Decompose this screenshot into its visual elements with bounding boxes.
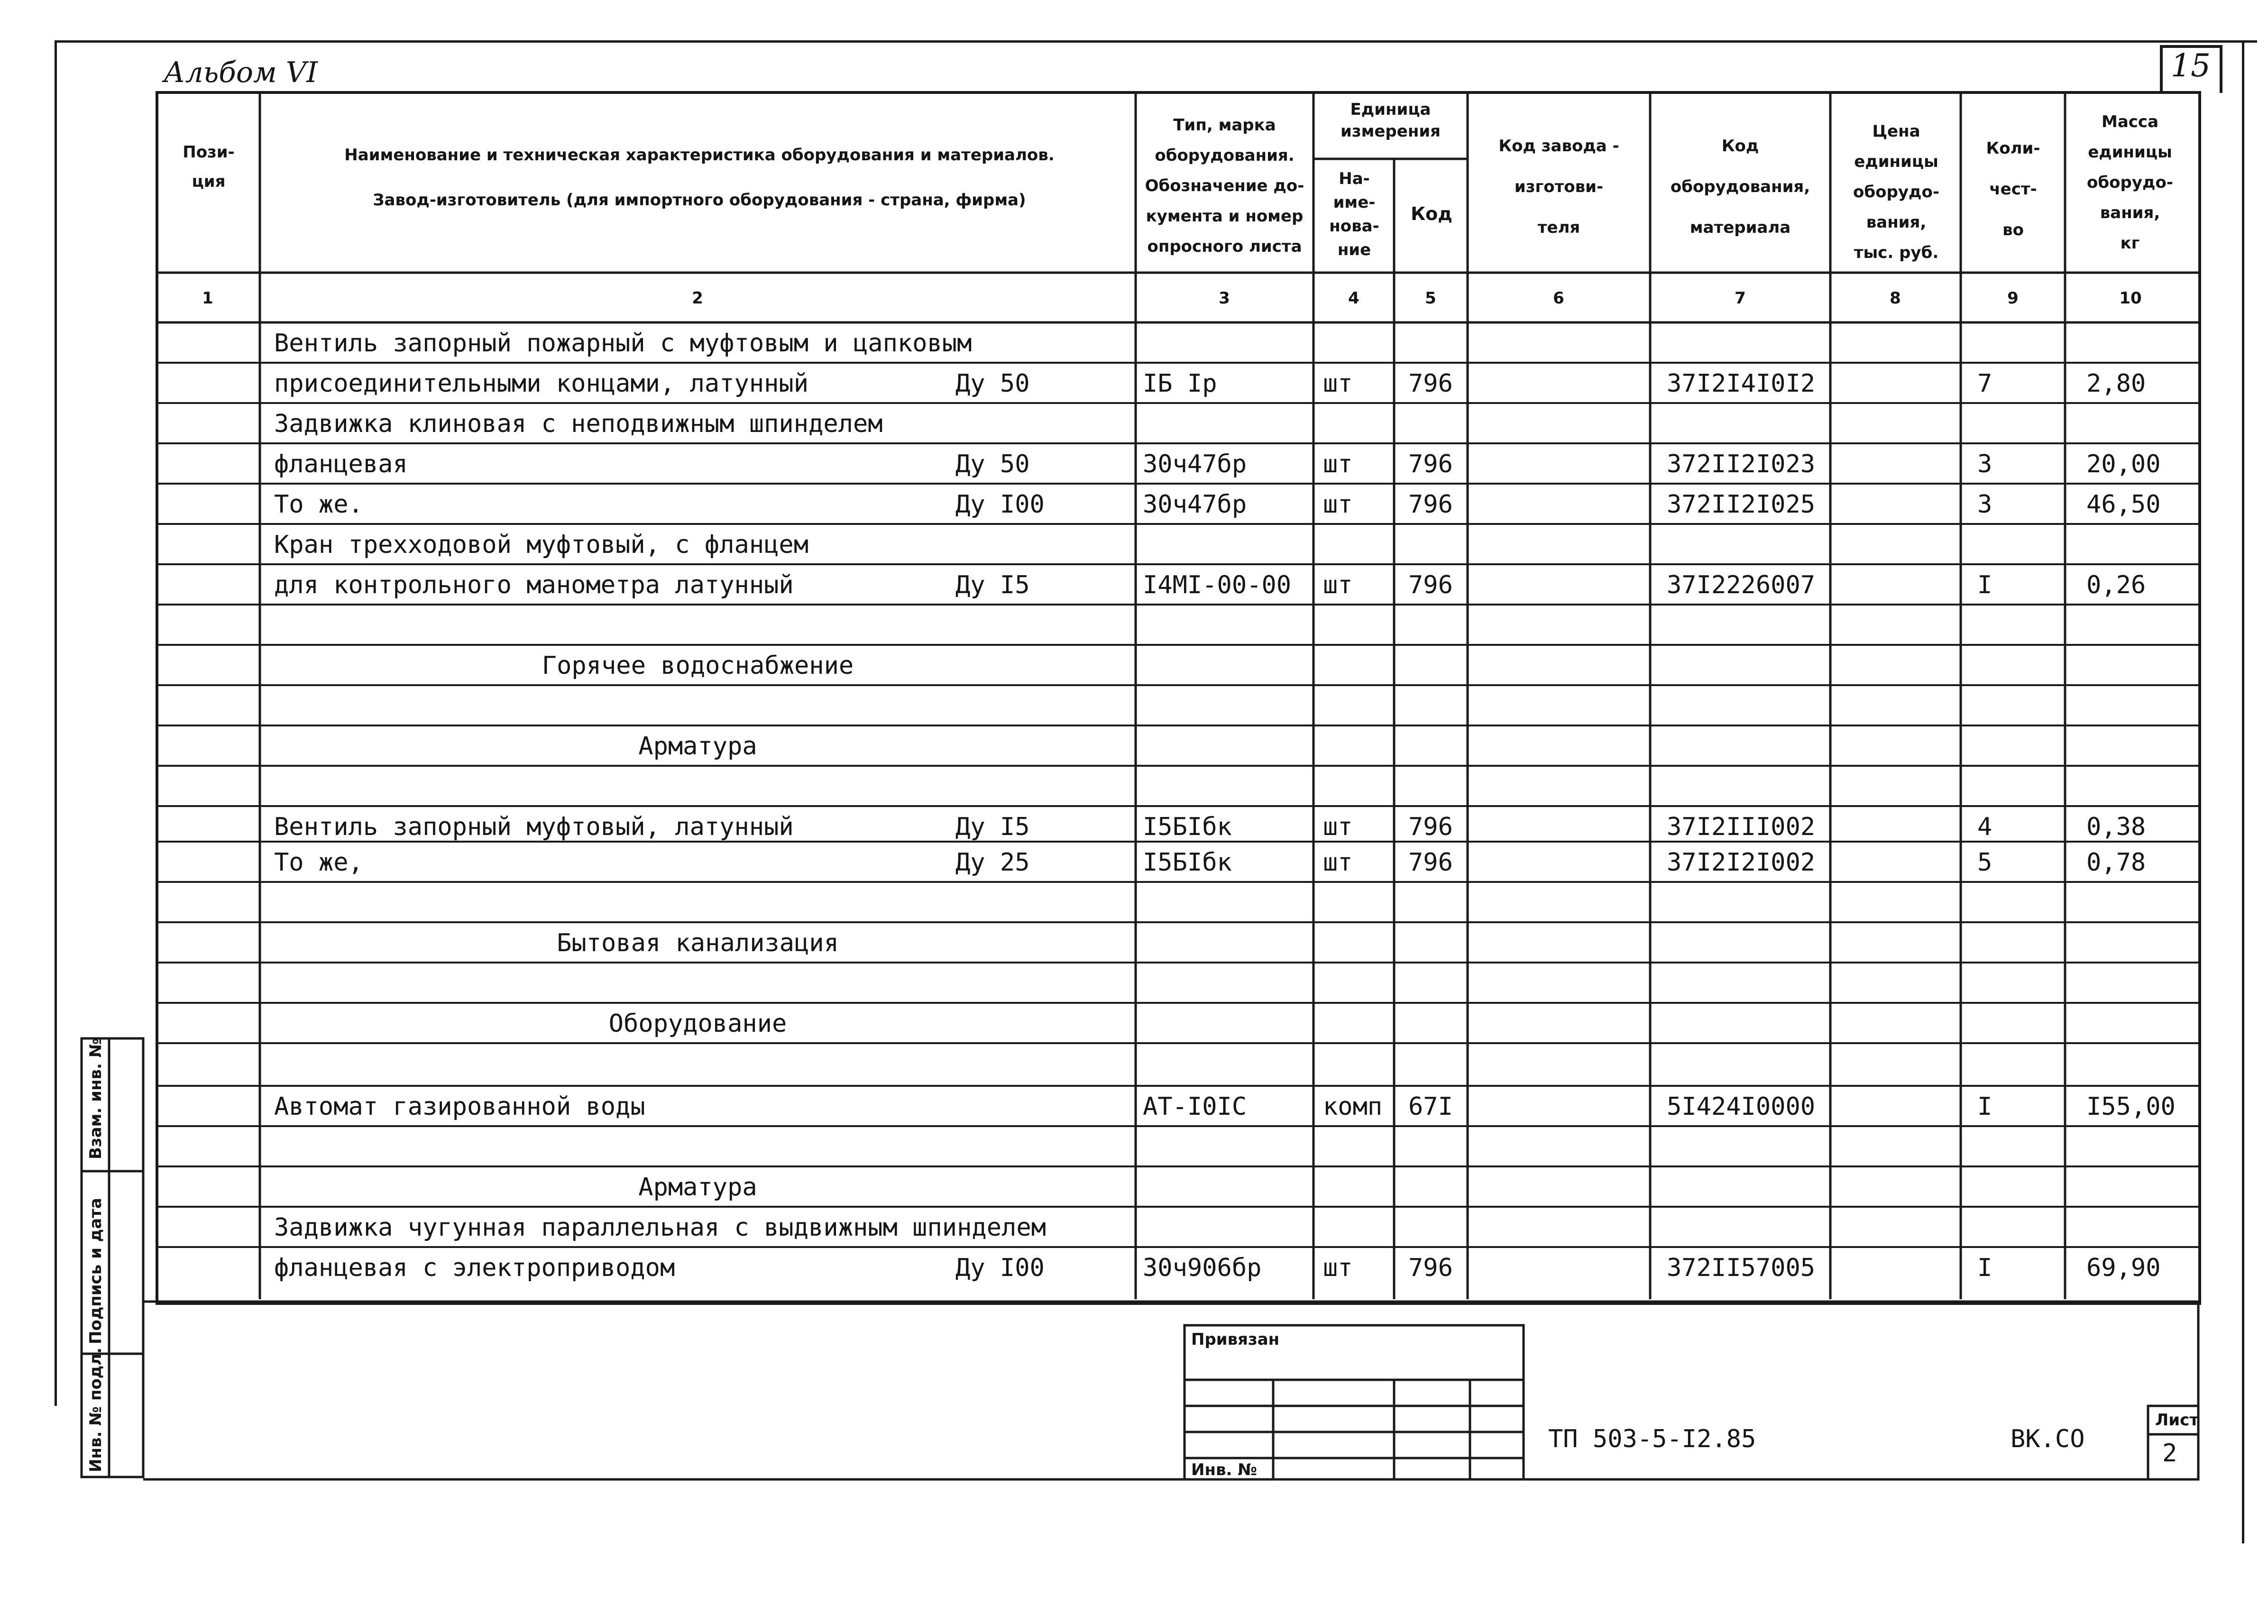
column-number: 8 bbox=[1890, 289, 1901, 308]
item-name: Задвижка чугунная параллельная с выдвижным шпинделем bbox=[274, 1213, 1046, 1242]
column-number: 3 bbox=[1219, 289, 1230, 308]
section-heading: Арматура bbox=[638, 732, 757, 761]
stamp-inv-no: Инв. № bbox=[1191, 1460, 1258, 1479]
item-mass: 20,00 bbox=[2086, 450, 2161, 478]
item-mass: 46,50 bbox=[2086, 490, 2161, 519]
item-name: То же. bbox=[274, 490, 363, 519]
item-unit: шт bbox=[1323, 490, 1353, 519]
col-header-mass: Масса единицы оборудо- вания, кг bbox=[2087, 112, 2173, 253]
column-number: 6 bbox=[1553, 289, 1564, 308]
item-unit-code: 796 bbox=[1408, 571, 1453, 599]
item-name: фланцевая с электроприводом bbox=[274, 1254, 675, 1282]
item-mass: 0,26 bbox=[2086, 571, 2146, 599]
item-eq-code: 372II2I023 bbox=[1667, 450, 1816, 478]
item-name: Вентиль запорный пожарный с муфтовым и цапковым bbox=[274, 329, 972, 358]
item-unit: шт bbox=[1323, 1254, 1353, 1282]
sheet-corner-number: 15 bbox=[2171, 47, 2211, 84]
item-name: То же, bbox=[274, 848, 363, 877]
item-type: I5БIбк bbox=[1143, 848, 1232, 877]
doc-code: ТП 503-5-I2.85 bbox=[1548, 1425, 1756, 1453]
item-du: Ду 50 bbox=[955, 369, 1030, 398]
item-type: АТ-I0IС bbox=[1143, 1092, 1247, 1121]
column-number: 7 bbox=[1735, 289, 1746, 308]
side-label-vzam: Взам. инв. № bbox=[86, 1038, 105, 1159]
item-unit: шт bbox=[1323, 450, 1353, 478]
column-number: 9 bbox=[2007, 289, 2019, 308]
item-eq-code: 372II2I025 bbox=[1667, 490, 1816, 519]
item-du: Ду I5 bbox=[955, 813, 1030, 841]
item-qty: 7 bbox=[1977, 369, 1993, 398]
sheet-label: Лист bbox=[2155, 1411, 2199, 1430]
item-type: 30ч906бр bbox=[1143, 1254, 1262, 1282]
column-number: 1 bbox=[202, 289, 213, 308]
col-header-factory: Код завода - изготови- теля bbox=[1498, 137, 1619, 237]
item-du: Ду I00 bbox=[955, 1254, 1045, 1282]
item-unit: шт bbox=[1323, 848, 1353, 877]
item-unit-code: 67I bbox=[1408, 1092, 1453, 1121]
item-unit-code: 796 bbox=[1408, 369, 1453, 398]
item-unit: шт bbox=[1323, 369, 1353, 398]
section-heading: Бытовая канализация bbox=[557, 929, 839, 957]
item-unit-code: 796 bbox=[1408, 848, 1453, 877]
col-header-name: Наименование и техническая характеристика оборудования и материалов. Завод-изготовитель (для импортного оборудования - страна, фирма) bbox=[344, 146, 1055, 210]
item-mass: 0,38 bbox=[2086, 813, 2146, 841]
item-mass: 0,78 bbox=[2086, 848, 2146, 877]
item-unit-code: 796 bbox=[1408, 1254, 1453, 1282]
section-heading: Горячее водоснабжение bbox=[542, 651, 854, 680]
item-type: I5БIбк bbox=[1143, 813, 1232, 841]
col-header-qty: Коли- чест- во bbox=[1986, 139, 2040, 239]
item-name: Автомат газированной воды bbox=[274, 1092, 645, 1121]
item-unit-code: 796 bbox=[1408, 450, 1453, 478]
item-unit-code: 796 bbox=[1408, 813, 1453, 841]
item-qty: 5 bbox=[1977, 848, 1993, 877]
item-name: присоединительными концами, латунный bbox=[274, 369, 809, 398]
item-mass: I55,00 bbox=[2086, 1092, 2176, 1121]
column-number: 5 bbox=[1425, 289, 1436, 308]
col-header-unit-code: Код bbox=[1411, 203, 1452, 224]
item-eq-code: 37I2III002 bbox=[1667, 813, 1816, 841]
item-du: Ду 25 bbox=[955, 848, 1030, 877]
item-qty: 4 bbox=[1977, 813, 1993, 841]
item-eq-code: 37I2I4I0I2 bbox=[1667, 369, 1816, 398]
col-header-unit-group: Единица измерения bbox=[1341, 100, 1441, 141]
doc-mark: ВК.СО bbox=[2011, 1425, 2085, 1453]
item-du: Ду I00 bbox=[955, 490, 1045, 519]
item-name: Задвижка клиновая с неподвижным шпинделем bbox=[274, 410, 883, 438]
item-name: Вентиль запорный муфтовый, латунный bbox=[274, 813, 794, 841]
item-eq-code: 37I2I2I002 bbox=[1667, 848, 1816, 877]
item-eq-code: 5I424I0000 bbox=[1667, 1092, 1816, 1121]
item-type: I4МI-00-00 bbox=[1143, 571, 1292, 599]
item-name: для контрольного манометра латунный bbox=[274, 571, 794, 599]
item-name: Кран трехходовой муфтовый, с фланцем bbox=[274, 531, 809, 559]
item-type: IБ Iр bbox=[1143, 369, 1217, 398]
item-qty: 3 bbox=[1977, 450, 1993, 478]
item-mass: 69,90 bbox=[2086, 1254, 2161, 1282]
item-du: Ду I5 bbox=[955, 571, 1030, 599]
section-heading: Оборудование bbox=[608, 1009, 787, 1038]
item-type: 30ч47бр bbox=[1143, 490, 1247, 519]
item-unit-code: 796 bbox=[1408, 490, 1453, 519]
side-label-podpis: Подпись и дата bbox=[86, 1198, 105, 1344]
item-qty: I bbox=[1977, 1254, 1993, 1282]
col-header-unit-name: На- име- нова- ние bbox=[1329, 169, 1379, 259]
column-number: 4 bbox=[1348, 289, 1359, 308]
item-qty: I bbox=[1977, 571, 1993, 599]
item-unit: комп bbox=[1323, 1092, 1383, 1121]
item-qty: I bbox=[1977, 1092, 1993, 1121]
sheet-number: 2 bbox=[2162, 1439, 2177, 1468]
side-label-inv: Инв. № подл. bbox=[86, 1347, 105, 1472]
col-header-eq-code: Код оборудования, материала bbox=[1670, 137, 1810, 237]
section-heading: Арматура bbox=[638, 1173, 757, 1202]
item-unit: шт bbox=[1323, 571, 1353, 599]
col-header-price: Цена единицы оборудо- вания, тыс. руб. bbox=[1853, 122, 1939, 262]
col-header-type: Тип, марка оборудования. Обозначение до- кумента и номер опросного листа bbox=[1145, 116, 1304, 256]
item-eq-code: 37I2226007 bbox=[1667, 571, 1816, 599]
item-du: Ду 50 bbox=[955, 450, 1030, 478]
col-header-pos: Пози- ция bbox=[183, 143, 235, 191]
item-qty: 3 bbox=[1977, 490, 1993, 519]
column-number: 2 bbox=[692, 289, 703, 308]
album-label: Альбом VI bbox=[164, 56, 318, 89]
column-number: 10 bbox=[2119, 289, 2142, 308]
item-eq-code: 372II57005 bbox=[1667, 1254, 1816, 1282]
item-unit: шт bbox=[1323, 813, 1353, 841]
stamp-privyazan: Привязан bbox=[1191, 1330, 1280, 1349]
item-type: 30ч47бр bbox=[1143, 450, 1247, 478]
item-mass: 2,80 bbox=[2086, 369, 2146, 398]
item-name: фланцевая bbox=[274, 450, 408, 478]
